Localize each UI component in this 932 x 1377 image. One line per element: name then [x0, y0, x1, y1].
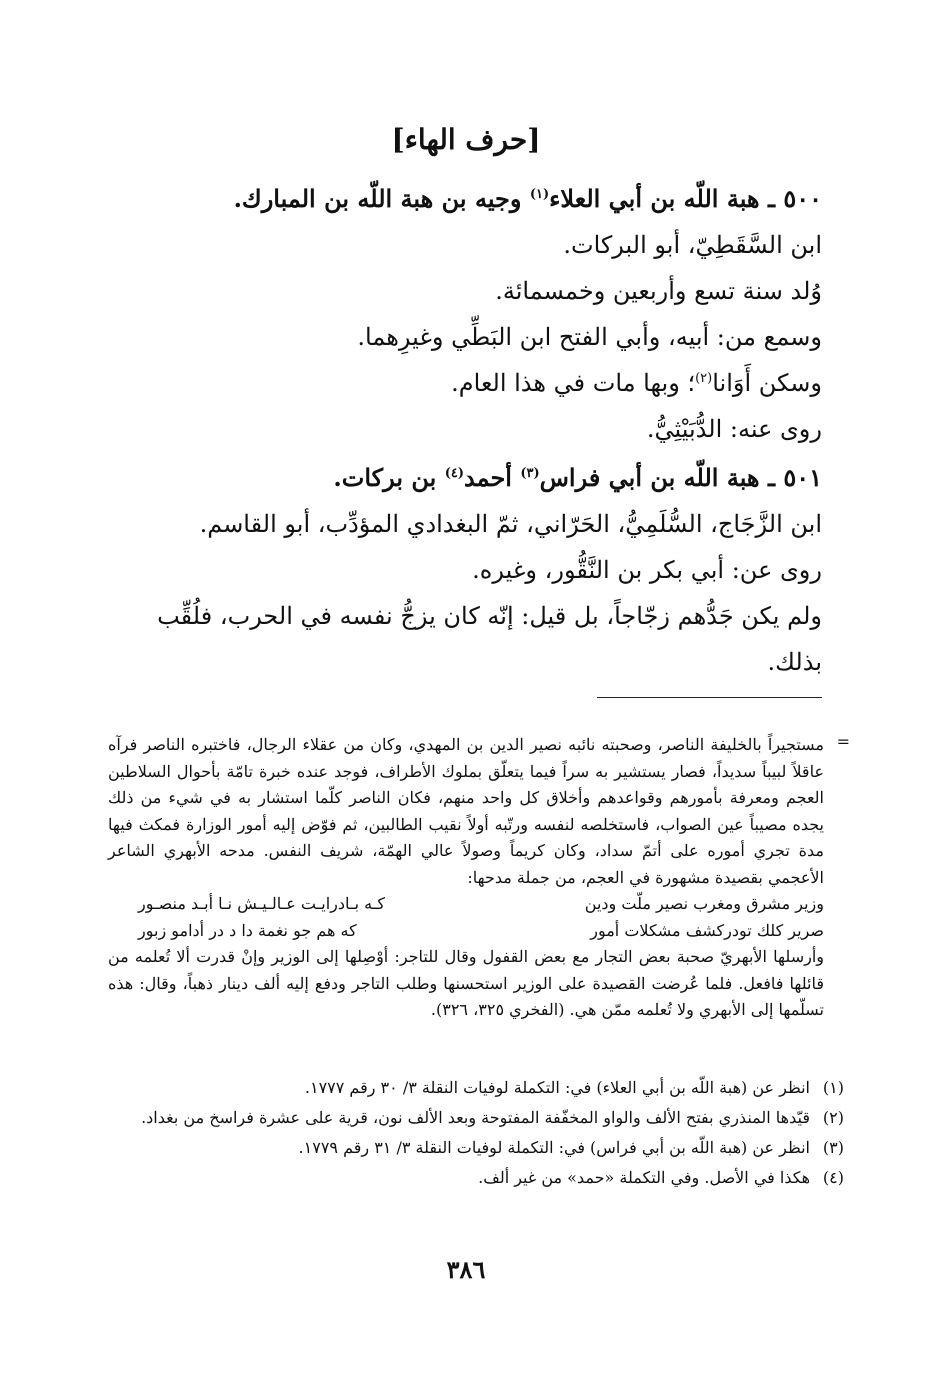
footnote-number: (٤): [822, 1168, 844, 1187]
entry-500-line: روى عنه: الدُّبَيْثِيُّ.: [646, 415, 822, 443]
footnote-paragraph: مستجيراً بالخليفة الناصر، وصحبته نائبه نصير الدين بن المهدي، وكان من عقلاء الرجال، فاختبره الناصر فرآه عاقلاً لبيباً سديداً، فصار يستشير به سراً فيما يتعلّق بملوك الأطراف، فوجد عنده خبرة تامّة بأحوال السلاطين العجم ومعرفة بأمورهم وقواعدهم وأخلاق كل واحد منهم، فكان الناصر كلّما استشار به في شيء من ذلك يجده مصيباً عين الصواب، فاستخلصه لنفسه ورتّبه أولاً نقيب الطالبين، ثم فوّض إليه أمور الوزارة فمكث فيها مدة تجري أموره على أتمّ سداد، وكان كريماً وصولاً عالي الهمّة، شريف النفس. مدحه الأبهري الشاعر الأعجمي بقصيدة مشهورة في العجم، من جملة مدحها:: [108, 735, 824, 887]
verse-hemistich: وزير مشرق ومغرب نصير ملّت ودين: [584, 894, 824, 913]
entry-500-heading: ٥٠٠ ـ هبة اللّه بن أبي العلاء$^{(١)}$ وجيه بن هبة اللّه بن المبارك.: [233, 184, 822, 213]
entry-501-line: ابن الزَّجَاج، السُّلَمِيُّ، الحَرّاني، ثمّ البغدادي المؤدِّب، أبو القاسم.: [199, 510, 822, 538]
footnote-number: (٣): [822, 1138, 844, 1157]
verse-hemistich: كـه بـادرايـت عـالـيـش نـا أبـد منصـور: [138, 894, 386, 913]
footnote-number: (١): [822, 1078, 844, 1097]
entry-500-line: وُلد سنة تسع وأربعين وخمسمائة.: [495, 277, 822, 305]
entry-501-line: روى عن: أبي بكر بن النَّقُّور، وغيره.: [472, 556, 822, 584]
footnote-text: انظر عن (هبة اللّه بن أبي فراس) في: التكملة لوفيات النقلة ٣/ ٣١ رقم ١٧٧٩.: [298, 1138, 810, 1157]
footnote-paragraph: وأرسلها الأبهريّ صحبة بعض التجار مع بعض القفول وقال للتاجر: أوْصِلها إلى الوزير وإنْ قدرت ألا تُعلمه من قائلها فافعل. فلما عُرضت القصيدة على الوزير استحسنها وطلب التاجر ودفع إليه ألف دينار ذهباً، وقال: هذه تسلّمها إلى الأبهري ولا تُعلمه ممّن هي. (الفخري ٣٢٥، ٣٢٦).: [108, 947, 824, 1019]
verse-line: [108, 891, 824, 918]
footnote-ref-1: (١): [529, 187, 550, 202]
footnote-separator: [597, 697, 822, 698]
footnote-ref-2: (٢): [695, 371, 713, 386]
entry-501-line: ولم يكن جَدُّهم زجّاجاً، بل قيل: إنّه كان يزجُّ نفسه في الحرب، فلُقِّب: [157, 602, 822, 630]
footnote-item: [104, 1075, 844, 1101]
entry-501-line: بذلك.: [767, 648, 822, 676]
entry-500-line: وسمع من: أبيه، وأبي الفتح ابن البَطِّي وغيرِهما.: [357, 323, 822, 351]
footnote-text: هكذا في الأصل. وفي التكملة «حمد» من غير ألف.: [478, 1168, 810, 1187]
verse-line: [108, 918, 824, 945]
footnote-item: [104, 1135, 844, 1161]
verse-hemistich: صرير كلك تودركشف مشكلات أمور: [590, 920, 824, 940]
footnote-ref-4: (٤): [444, 466, 464, 481]
entry-501-heading: ٥٠١ ـ هبة اللّه بن أبي فراس$^{(٣)}$ أحمد$^{(٤)}$ بن بركات.: [333, 463, 822, 492]
footnote-continuation: [108, 732, 824, 1024]
footnote-item: [104, 1105, 844, 1131]
footnotes-list: [104, 1075, 844, 1195]
entry-500-line: ابن السَّقَطِيّ، أبو البركات.: [563, 231, 822, 259]
footnote-text: انظر عن (هبة اللّه بن أبي العلاء) في: التكملة لوفيات النقلة ٣/ ٣٠ رقم ١٧٧٧.: [304, 1078, 810, 1097]
footnote-text: قيّدها المنذري بفتح الألف والواو المخفّفة المفتوحة وبعد الألف نون، قرية على عشرة فراسخ من بغداد.: [141, 1108, 810, 1127]
verse-hemistich: كه هم جو نغمة دا د در أدامو زبور: [138, 920, 357, 940]
footnote-number: (٢): [822, 1108, 844, 1127]
section-title: [حرف الهاء]: [391, 123, 541, 156]
footnote-item: [104, 1165, 844, 1191]
entry-500-line: وسكن أَوَانا$^{(٢)}$؛ وبها مات في هذا العام.: [451, 369, 822, 397]
continuation-mark: =: [836, 732, 850, 751]
footnote-ref-3: (٣): [520, 466, 540, 481]
page-number: ٣٨٦: [446, 1255, 486, 1284]
